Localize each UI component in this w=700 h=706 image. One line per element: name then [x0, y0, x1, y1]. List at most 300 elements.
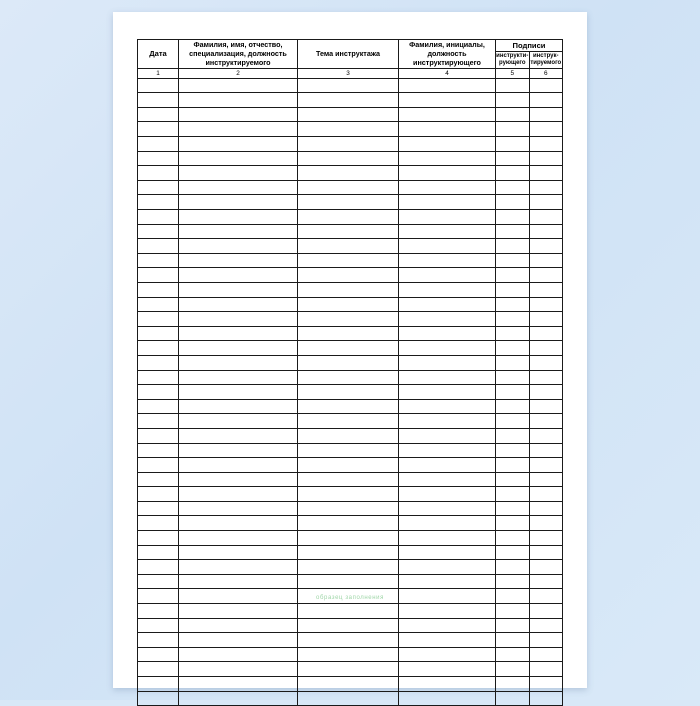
table-cell[interactable] — [298, 195, 399, 210]
table-cell[interactable] — [298, 93, 399, 108]
table-cell[interactable] — [399, 239, 496, 254]
table-cell[interactable] — [179, 137, 298, 152]
table-row[interactable] — [138, 224, 563, 239]
table-row[interactable] — [138, 604, 563, 619]
table-cell[interactable] — [179, 195, 298, 210]
table-cell[interactable] — [496, 282, 530, 297]
table-cell[interactable] — [298, 428, 399, 443]
table-cell[interactable] — [298, 137, 399, 152]
table-row[interactable] — [138, 487, 563, 502]
table-cell[interactable] — [298, 677, 399, 692]
table-cell[interactable] — [529, 574, 563, 589]
table-cell[interactable] — [496, 633, 530, 648]
table-cell[interactable] — [179, 399, 298, 414]
table-cell[interactable] — [529, 472, 563, 487]
table-row[interactable] — [138, 122, 563, 137]
table-cell[interactable] — [399, 458, 496, 473]
table-cell[interactable] — [529, 210, 563, 225]
table-cell[interactable] — [496, 137, 530, 152]
table-cell[interactable] — [179, 122, 298, 137]
table-cell[interactable] — [179, 443, 298, 458]
table-cell[interactable] — [298, 385, 399, 400]
table-cell[interactable] — [138, 647, 179, 662]
table-cell[interactable] — [529, 545, 563, 560]
table-cell[interactable] — [496, 458, 530, 473]
table-cell[interactable] — [179, 428, 298, 443]
table-cell[interactable] — [298, 662, 399, 677]
table-cell[interactable] — [496, 618, 530, 633]
table-cell[interactable] — [529, 78, 563, 93]
table-cell[interactable] — [298, 224, 399, 239]
table-cell[interactable] — [399, 253, 496, 268]
table-cell[interactable] — [179, 618, 298, 633]
table-cell[interactable] — [298, 399, 399, 414]
table-cell[interactable] — [138, 180, 179, 195]
table-cell[interactable] — [399, 107, 496, 122]
table-row[interactable] — [138, 78, 563, 93]
table-cell[interactable] — [298, 268, 399, 283]
table-cell[interactable] — [529, 531, 563, 546]
table-cell[interactable] — [179, 93, 298, 108]
table-cell[interactable] — [138, 224, 179, 239]
table-cell[interactable] — [179, 487, 298, 502]
table-cell[interactable] — [399, 326, 496, 341]
table-cell[interactable] — [399, 195, 496, 210]
table-cell[interactable] — [298, 574, 399, 589]
table-cell[interactable] — [138, 691, 179, 706]
table-cell[interactable] — [298, 516, 399, 531]
table-cell[interactable] — [496, 224, 530, 239]
table-cell[interactable] — [399, 341, 496, 356]
table-cell[interactable] — [529, 662, 563, 677]
table-cell[interactable] — [138, 618, 179, 633]
table-cell[interactable] — [298, 107, 399, 122]
table-row[interactable] — [138, 545, 563, 560]
table-cell[interactable] — [179, 604, 298, 619]
table-cell[interactable] — [298, 647, 399, 662]
table-cell[interactable] — [496, 370, 530, 385]
table-cell[interactable] — [399, 137, 496, 152]
table-cell[interactable] — [138, 268, 179, 283]
table-cell[interactable] — [399, 487, 496, 502]
table-cell[interactable] — [399, 560, 496, 575]
table-cell[interactable] — [179, 312, 298, 327]
table-cell[interactable] — [179, 647, 298, 662]
table-row[interactable] — [138, 107, 563, 122]
table-cell[interactable] — [399, 166, 496, 181]
table-cell[interactable] — [529, 312, 563, 327]
table-cell[interactable] — [496, 151, 530, 166]
table-cell[interactable] — [138, 370, 179, 385]
table-row[interactable] — [138, 399, 563, 414]
table-cell[interactable] — [298, 501, 399, 516]
table-cell[interactable] — [399, 516, 496, 531]
table-cell[interactable] — [138, 107, 179, 122]
table-cell[interactable] — [529, 137, 563, 152]
table-cell[interactable] — [138, 487, 179, 502]
table-cell[interactable] — [496, 93, 530, 108]
table-cell[interactable] — [399, 355, 496, 370]
table-cell[interactable] — [179, 341, 298, 356]
table-cell[interactable] — [496, 647, 530, 662]
table-cell[interactable] — [298, 341, 399, 356]
table-cell[interactable] — [529, 151, 563, 166]
table-cell[interactable] — [496, 166, 530, 181]
table-cell[interactable] — [399, 414, 496, 429]
table-cell[interactable] — [399, 428, 496, 443]
table-cell[interactable] — [529, 501, 563, 516]
table-cell[interactable] — [496, 516, 530, 531]
table-cell[interactable] — [496, 589, 530, 604]
table-cell[interactable] — [496, 414, 530, 429]
table-row[interactable] — [138, 428, 563, 443]
table-row[interactable] — [138, 297, 563, 312]
table-cell[interactable] — [298, 458, 399, 473]
table-cell[interactable] — [138, 458, 179, 473]
table-cell[interactable] — [399, 78, 496, 93]
table-cell[interactable] — [399, 501, 496, 516]
table-cell[interactable] — [138, 399, 179, 414]
table-cell[interactable] — [298, 180, 399, 195]
table-cell[interactable] — [529, 224, 563, 239]
table-cell[interactable] — [138, 239, 179, 254]
table-cell[interactable] — [399, 180, 496, 195]
table-cell[interactable] — [496, 487, 530, 502]
table-cell[interactable] — [138, 414, 179, 429]
table-cell[interactable] — [496, 691, 530, 706]
table-cell[interactable] — [529, 180, 563, 195]
table-cell[interactable] — [298, 370, 399, 385]
table-row[interactable] — [138, 589, 563, 604]
table-cell[interactable] — [138, 560, 179, 575]
table-cell[interactable] — [179, 662, 298, 677]
table-cell[interactable] — [496, 341, 530, 356]
table-cell[interactable] — [496, 195, 530, 210]
table-cell[interactable] — [496, 443, 530, 458]
table-cell[interactable] — [529, 385, 563, 400]
table-cell[interactable] — [399, 618, 496, 633]
table-cell[interactable] — [298, 355, 399, 370]
table-cell[interactable] — [529, 428, 563, 443]
table-cell[interactable] — [138, 677, 179, 692]
table-cell[interactable] — [138, 472, 179, 487]
table-row[interactable] — [138, 253, 563, 268]
table-cell[interactable] — [529, 253, 563, 268]
table-row[interactable] — [138, 326, 563, 341]
table-cell[interactable] — [179, 282, 298, 297]
table-cell[interactable] — [179, 210, 298, 225]
table-cell[interactable] — [529, 589, 563, 604]
table-row[interactable] — [138, 210, 563, 225]
table-cell[interactable] — [138, 341, 179, 356]
table-cell[interactable] — [179, 691, 298, 706]
table-cell[interactable] — [496, 268, 530, 283]
table-cell[interactable] — [496, 355, 530, 370]
table-cell[interactable] — [179, 574, 298, 589]
table-row[interactable] — [138, 370, 563, 385]
table-cell[interactable] — [399, 297, 496, 312]
table-cell[interactable] — [529, 691, 563, 706]
table-cell[interactable] — [179, 560, 298, 575]
table-cell[interactable] — [496, 531, 530, 546]
table-cell[interactable] — [496, 501, 530, 516]
table-cell[interactable] — [138, 93, 179, 108]
table-cell[interactable] — [298, 487, 399, 502]
table-cell[interactable] — [179, 385, 298, 400]
table-cell[interactable] — [138, 516, 179, 531]
table-row[interactable] — [138, 443, 563, 458]
table-cell[interactable] — [496, 297, 530, 312]
table-cell[interactable] — [399, 531, 496, 546]
table-cell[interactable] — [138, 604, 179, 619]
table-cell[interactable] — [298, 210, 399, 225]
table-row[interactable] — [138, 531, 563, 546]
table-cell[interactable] — [138, 210, 179, 225]
table-cell[interactable] — [179, 414, 298, 429]
table-cell[interactable] — [529, 268, 563, 283]
table-cell[interactable] — [138, 326, 179, 341]
table-cell[interactable] — [179, 224, 298, 239]
table-cell[interactable] — [529, 370, 563, 385]
table-row[interactable] — [138, 385, 563, 400]
table-cell[interactable] — [179, 516, 298, 531]
table-cell[interactable] — [496, 399, 530, 414]
table-cell[interactable] — [496, 122, 530, 137]
table-cell[interactable] — [138, 443, 179, 458]
table-cell[interactable] — [496, 107, 530, 122]
table-cell[interactable] — [496, 385, 530, 400]
table-cell[interactable] — [298, 326, 399, 341]
table-cell[interactable] — [529, 487, 563, 502]
table-cell[interactable] — [138, 195, 179, 210]
table-cell[interactable] — [399, 268, 496, 283]
table-cell[interactable] — [179, 268, 298, 283]
table-row[interactable] — [138, 458, 563, 473]
table-row[interactable] — [138, 501, 563, 516]
table-cell[interactable] — [298, 531, 399, 546]
table-cell[interactable] — [138, 253, 179, 268]
table-cell[interactable] — [529, 414, 563, 429]
table-cell[interactable] — [529, 443, 563, 458]
table-cell[interactable] — [529, 239, 563, 254]
table-cell[interactable] — [529, 458, 563, 473]
table-cell[interactable] — [179, 253, 298, 268]
table-cell[interactable] — [138, 428, 179, 443]
table-cell[interactable] — [496, 210, 530, 225]
table-cell[interactable] — [138, 385, 179, 400]
table-cell[interactable] — [138, 662, 179, 677]
table-row[interactable] — [138, 93, 563, 108]
table-row[interactable] — [138, 312, 563, 327]
table-row[interactable] — [138, 691, 563, 706]
table-cell[interactable] — [179, 531, 298, 546]
table-cell[interactable] — [298, 443, 399, 458]
table-cell[interactable] — [529, 122, 563, 137]
table-cell[interactable] — [529, 677, 563, 692]
table-cell[interactable] — [179, 326, 298, 341]
table-cell[interactable] — [138, 122, 179, 137]
table-row[interactable] — [138, 516, 563, 531]
table-cell[interactable] — [138, 312, 179, 327]
table-cell[interactable] — [399, 633, 496, 648]
table-cell[interactable] — [399, 691, 496, 706]
table-cell[interactable] — [298, 78, 399, 93]
table-cell[interactable] — [399, 151, 496, 166]
table-cell[interactable] — [399, 443, 496, 458]
table-cell[interactable] — [399, 647, 496, 662]
table-row[interactable] — [138, 633, 563, 648]
table-cell[interactable] — [138, 78, 179, 93]
table-cell[interactable] — [138, 633, 179, 648]
table-row[interactable] — [138, 239, 563, 254]
table-cell[interactable] — [179, 458, 298, 473]
table-row[interactable] — [138, 355, 563, 370]
table-cell[interactable] — [399, 370, 496, 385]
table-cell[interactable] — [529, 618, 563, 633]
table-row[interactable] — [138, 574, 563, 589]
table-cell[interactable] — [529, 195, 563, 210]
table-row[interactable] — [138, 151, 563, 166]
table-cell[interactable] — [496, 180, 530, 195]
table-cell[interactable] — [496, 604, 530, 619]
table-cell[interactable] — [179, 370, 298, 385]
table-cell[interactable] — [298, 472, 399, 487]
table-cell[interactable] — [496, 472, 530, 487]
table-cell[interactable] — [399, 677, 496, 692]
table-cell[interactable] — [179, 180, 298, 195]
table-row[interactable] — [138, 137, 563, 152]
table-cell[interactable] — [496, 560, 530, 575]
table-cell[interactable] — [529, 107, 563, 122]
table-cell[interactable] — [179, 589, 298, 604]
table-row[interactable] — [138, 677, 563, 692]
table-cell[interactable] — [138, 137, 179, 152]
table-cell[interactable] — [298, 560, 399, 575]
table-row[interactable] — [138, 662, 563, 677]
table-cell[interactable] — [179, 355, 298, 370]
table-cell[interactable] — [298, 151, 399, 166]
table-cell[interactable] — [298, 691, 399, 706]
table-cell[interactable] — [399, 210, 496, 225]
table-cell[interactable] — [298, 589, 399, 604]
table-row[interactable] — [138, 282, 563, 297]
table-cell[interactable] — [138, 501, 179, 516]
table-cell[interactable] — [529, 282, 563, 297]
table-cell[interactable] — [496, 253, 530, 268]
table-cell[interactable] — [399, 662, 496, 677]
table-cell[interactable] — [298, 297, 399, 312]
table-cell[interactable] — [496, 326, 530, 341]
table-cell[interactable] — [138, 589, 179, 604]
table-cell[interactable] — [298, 414, 399, 429]
table-row[interactable] — [138, 180, 563, 195]
table-cell[interactable] — [496, 677, 530, 692]
table-cell[interactable] — [529, 399, 563, 414]
table-cell[interactable] — [399, 545, 496, 560]
table-cell[interactable] — [138, 282, 179, 297]
table-cell[interactable] — [399, 604, 496, 619]
table-cell[interactable] — [138, 355, 179, 370]
table-cell[interactable] — [529, 560, 563, 575]
table-cell[interactable] — [399, 589, 496, 604]
table-cell[interactable] — [496, 574, 530, 589]
table-cell[interactable] — [298, 618, 399, 633]
table-cell[interactable] — [179, 239, 298, 254]
table-cell[interactable] — [529, 516, 563, 531]
table-cell[interactable] — [179, 633, 298, 648]
table-cell[interactable] — [179, 297, 298, 312]
table-cell[interactable] — [298, 545, 399, 560]
table-cell[interactable] — [496, 239, 530, 254]
table-row[interactable] — [138, 414, 563, 429]
table-cell[interactable] — [179, 151, 298, 166]
table-cell[interactable] — [496, 312, 530, 327]
table-cell[interactable] — [496, 662, 530, 677]
table-cell[interactable] — [138, 297, 179, 312]
table-cell[interactable] — [529, 633, 563, 648]
table-cell[interactable] — [529, 604, 563, 619]
table-row[interactable] — [138, 268, 563, 283]
table-cell[interactable] — [529, 326, 563, 341]
table-cell[interactable] — [399, 312, 496, 327]
table-row[interactable] — [138, 472, 563, 487]
table-cell[interactable] — [138, 531, 179, 546]
table-row[interactable] — [138, 647, 563, 662]
table-cell[interactable] — [529, 341, 563, 356]
table-row[interactable] — [138, 166, 563, 181]
table-cell[interactable] — [179, 107, 298, 122]
table-cell[interactable] — [399, 122, 496, 137]
table-cell[interactable] — [399, 472, 496, 487]
table-row[interactable] — [138, 560, 563, 575]
table-cell[interactable] — [496, 545, 530, 560]
table-cell[interactable] — [298, 122, 399, 137]
table-cell[interactable] — [496, 78, 530, 93]
table-cell[interactable] — [298, 166, 399, 181]
table-cell[interactable] — [399, 93, 496, 108]
table-cell[interactable] — [399, 399, 496, 414]
table-row[interactable] — [138, 618, 563, 633]
table-cell[interactable] — [529, 647, 563, 662]
table-cell[interactable] — [399, 282, 496, 297]
table-row[interactable] — [138, 341, 563, 356]
table-cell[interactable] — [399, 385, 496, 400]
table-cell[interactable] — [298, 633, 399, 648]
table-cell[interactable] — [179, 677, 298, 692]
table-cell[interactable] — [179, 472, 298, 487]
table-cell[interactable] — [298, 239, 399, 254]
table-cell[interactable] — [298, 604, 399, 619]
table-cell[interactable] — [138, 545, 179, 560]
table-cell[interactable] — [529, 93, 563, 108]
table-row[interactable] — [138, 195, 563, 210]
table-cell[interactable] — [399, 574, 496, 589]
table-cell[interactable] — [529, 297, 563, 312]
table-cell[interactable] — [138, 574, 179, 589]
table-cell[interactable] — [298, 282, 399, 297]
table-cell[interactable] — [529, 166, 563, 181]
table-cell[interactable] — [529, 355, 563, 370]
table-cell[interactable] — [298, 253, 399, 268]
table-cell[interactable] — [179, 78, 298, 93]
table-cell[interactable] — [399, 224, 496, 239]
table-cell[interactable] — [179, 545, 298, 560]
table-cell[interactable] — [179, 501, 298, 516]
table-cell[interactable] — [179, 166, 298, 181]
table-cell[interactable] — [298, 312, 399, 327]
table-cell[interactable] — [138, 166, 179, 181]
table-cell[interactable] — [496, 428, 530, 443]
